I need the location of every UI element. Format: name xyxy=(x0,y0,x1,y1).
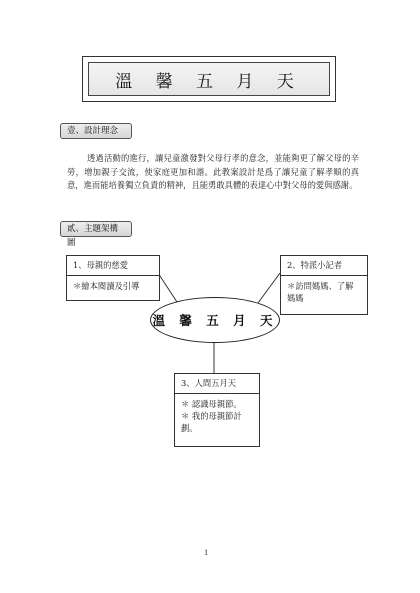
topic-box-3-item: ＊ 我的母親節計劃。 xyxy=(181,411,242,433)
page-number: 1 xyxy=(204,549,209,557)
connector-box2 xyxy=(258,273,280,303)
central-theme-ellipse xyxy=(150,297,280,343)
topic-box-1 xyxy=(66,255,160,301)
topic-box-3 xyxy=(174,373,260,447)
section-heading-concept: 壹、設計理念 xyxy=(60,123,132,139)
topic-box-3-item: ＊ 認識母親節。 xyxy=(181,399,242,409)
topic-box-2 xyxy=(280,255,368,315)
central-theme-label: 溫 馨 五 月 天 xyxy=(152,313,278,328)
topic-box-1-title: 1、母親的慈愛 xyxy=(67,256,159,276)
topic-box-3-body xyxy=(175,394,259,446)
connector-box1 xyxy=(158,273,177,302)
topic-box-1-item: ＊繪本閱讀及引導 xyxy=(73,281,140,291)
section-heading-framework: 貳、主題架構圖 xyxy=(60,221,132,237)
topic-box-2-title: 2、特派小記者 xyxy=(281,256,367,276)
document-title: 溫 馨 五 月 天 xyxy=(115,71,303,92)
concept-paragraph: 透過活動的進行，讓兒童激發對父母行孝的意念，並能夠更了解父母的辛勞，增加親子交流，使家庭更加和諧。此教案設計是爲了讓兒童了解孝順的真意，進而能培養獨立負責的精神，且能勇敢具體的表達心中對父母的愛與感謝。 xyxy=(67,153,359,190)
topic-box-3-title: 3、人間五月天 xyxy=(175,374,259,394)
topic-box-2-item: ＊訪問媽媽、了解媽媽 xyxy=(287,281,354,303)
